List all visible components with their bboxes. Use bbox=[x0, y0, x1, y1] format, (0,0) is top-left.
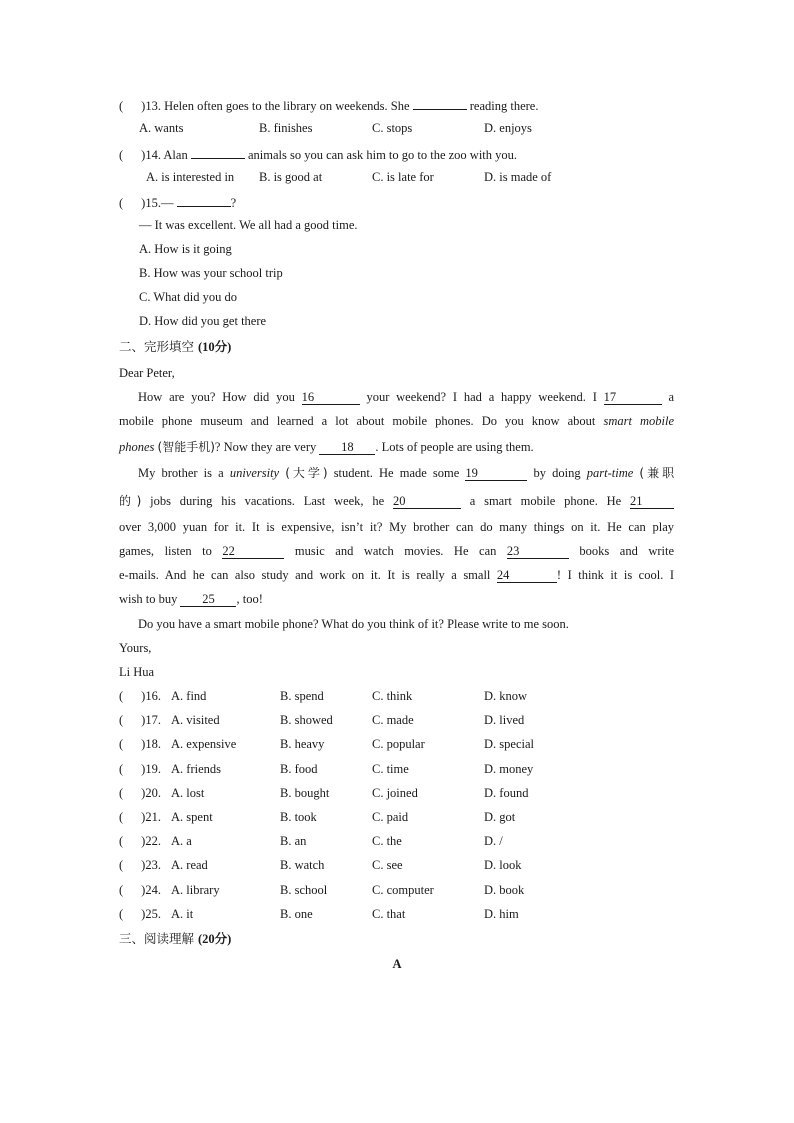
section-2-heading: 二、完形填空 (10分) bbox=[119, 339, 232, 354]
option-d[interactable]: D. look bbox=[484, 858, 522, 873]
option-d[interactable]: D. got bbox=[484, 810, 516, 824]
cloze-question-16: ( )16. bbox=[119, 689, 161, 703]
option-c[interactable]: C. the bbox=[372, 834, 402, 849]
option-c[interactable]: C. made bbox=[372, 713, 414, 728]
option-a[interactable]: A. How is it going bbox=[139, 242, 232, 256]
option-c[interactable]: C. think bbox=[372, 689, 413, 703]
option-a[interactable]: A. find bbox=[171, 689, 207, 703]
option-a[interactable]: A. a bbox=[171, 834, 192, 849]
letter-closing: Yours, bbox=[119, 641, 152, 655]
question-15-reply: — It was excellent. We all had a good time. bbox=[139, 218, 358, 232]
cloze-blank-23[interactable]: 23 bbox=[507, 544, 569, 559]
option-d[interactable]: D. money bbox=[484, 761, 534, 776]
cloze-question-24: ( )24. bbox=[119, 882, 161, 897]
option-d[interactable]: D. know bbox=[484, 689, 528, 703]
option-a[interactable]: A. expensive bbox=[171, 737, 237, 752]
option-b[interactable]: B. How was your school trip bbox=[139, 266, 283, 280]
letter-paragraph-2-line-6: wish to buy 25 , too! bbox=[119, 592, 263, 606]
cloze-blank-21[interactable]: 21 bbox=[630, 494, 674, 509]
option-d[interactable]: D. is made of bbox=[484, 170, 552, 184]
option-a[interactable]: A. wants bbox=[139, 121, 184, 135]
option-d[interactable]: D. How did you get there bbox=[139, 314, 267, 328]
cloze-blank-22[interactable]: 22 bbox=[222, 544, 284, 559]
cloze-question-18: ( )18. bbox=[119, 737, 161, 752]
option-b[interactable]: B. one bbox=[280, 906, 313, 921]
cloze-question-17: ( )17. bbox=[119, 713, 161, 728]
letter-signature: Li Hua bbox=[119, 665, 155, 679]
cloze-question-25: ( )25. bbox=[119, 906, 161, 921]
option-a[interactable]: A. library bbox=[171, 882, 220, 897]
option-d[interactable]: D. book bbox=[484, 882, 525, 897]
cloze-question-20: ( )20. bbox=[119, 785, 161, 800]
option-b[interactable]: B. showed bbox=[280, 713, 333, 728]
option-d[interactable]: D. him bbox=[484, 906, 519, 921]
option-d[interactable]: D. / bbox=[484, 834, 503, 849]
option-a[interactable]: A. spent bbox=[171, 810, 213, 824]
cloze-blank-20[interactable]: 20 bbox=[393, 494, 461, 509]
answer-blank[interactable] bbox=[191, 145, 245, 159]
option-d[interactable]: D. found bbox=[484, 785, 529, 800]
option-b[interactable]: B. food bbox=[280, 761, 318, 776]
letter-paragraph-2-line-5: e-mails. And he can also study and work on it. It is really a small 24 ! I think it is cool. I bbox=[119, 568, 674, 582]
cloze-blank-16[interactable]: 16 bbox=[302, 390, 360, 405]
letter-paragraph-2-line-1: My brother is a university (大学) student. He made some 19 by doing part-time (兼职 bbox=[138, 466, 675, 480]
question-15-stem: ( )15.— ? bbox=[119, 193, 236, 211]
letter-paragraph-2-line-3: over 3,000 yuan for it. It is expensive, isn’t it? My brother can do many things on it. He can play bbox=[119, 520, 674, 534]
cloze-blank-17[interactable]: 17 bbox=[604, 390, 662, 405]
letter-paragraph-1-line-2: mobile phone museum and learned a lot about mobile phones. Do you know about smart mobile bbox=[119, 414, 674, 428]
cloze-blank-25[interactable]: 25 bbox=[180, 592, 236, 607]
cloze-question-21: ( )21. bbox=[119, 810, 161, 824]
section-3-heading: 三、阅读理解 (20分) bbox=[119, 931, 232, 946]
letter-greeting: Dear Peter, bbox=[119, 366, 175, 380]
option-c[interactable]: C. joined bbox=[372, 785, 418, 800]
option-d[interactable]: D. lived bbox=[484, 713, 525, 728]
option-b[interactable]: B. an bbox=[280, 834, 307, 849]
option-c[interactable]: C. that bbox=[372, 906, 406, 921]
option-a[interactable]: A. visited bbox=[171, 713, 220, 728]
reading-part-label: A bbox=[392, 957, 402, 971]
cloze-question-23: ( )23. bbox=[119, 858, 161, 873]
answer-blank[interactable] bbox=[177, 193, 231, 207]
cloze-blank-19[interactable]: 19 bbox=[465, 466, 527, 481]
option-c[interactable]: C. see bbox=[372, 858, 403, 873]
option-b[interactable]: B. took bbox=[280, 810, 317, 824]
option-b[interactable]: B. school bbox=[280, 882, 328, 897]
option-c[interactable]: C. time bbox=[372, 761, 409, 776]
letter-paragraph-2-line-4: games, listen to 22 music and watch movies. He can 23 books and write bbox=[119, 544, 675, 558]
answer-blank[interactable] bbox=[413, 96, 467, 110]
option-c[interactable]: C. paid bbox=[372, 810, 409, 824]
cloze-question-22: ( )22. bbox=[119, 834, 161, 849]
letter-paragraph-2-line-2: 的) jobs during his vacations. Last week, he 20 a smart mobile phone. He 21 bbox=[119, 493, 674, 509]
letter-paragraph-3: Do you have a smart mobile phone? What do you think of it? Please write to me soon. bbox=[138, 617, 569, 631]
option-a[interactable]: A. is interested in bbox=[146, 170, 235, 184]
option-b[interactable]: B. bought bbox=[280, 785, 330, 800]
option-c[interactable]: C. What did you do bbox=[139, 290, 238, 304]
cloze-blank-24[interactable]: 24 bbox=[497, 568, 557, 583]
option-a[interactable]: A. read bbox=[171, 858, 208, 873]
option-a[interactable]: A. lost bbox=[171, 785, 205, 800]
option-c[interactable]: C. is late for bbox=[372, 170, 434, 184]
option-c[interactable]: C. stops bbox=[372, 121, 413, 135]
question-13-stem: ( )13. Helen often goes to the library on weekends. She reading there. bbox=[119, 96, 538, 114]
option-c[interactable]: C. computer bbox=[372, 882, 434, 897]
letter-paragraph-1-line-3: phones (智能手机)? Now they are very 18 . Lots of people are using them. bbox=[119, 440, 534, 454]
option-a[interactable]: A. friends bbox=[171, 761, 221, 776]
cloze-question-19: ( )19. bbox=[119, 761, 161, 776]
option-b[interactable]: B. heavy bbox=[280, 737, 325, 752]
option-a[interactable]: A. it bbox=[171, 906, 194, 921]
option-b[interactable]: B. is good at bbox=[259, 170, 323, 184]
option-b[interactable]: B. watch bbox=[280, 858, 325, 873]
option-d[interactable]: D. special bbox=[484, 737, 534, 752]
option-d[interactable]: D. enjoys bbox=[484, 121, 532, 135]
option-b[interactable]: B. spend bbox=[280, 689, 324, 703]
letter-paragraph-1-line-1: How are you? How did you 16 your weekend? I had a happy weekend. I 17 a bbox=[138, 390, 675, 404]
question-14-stem: ( )14. Alan animals so you can ask him to go to the zoo with you. bbox=[119, 145, 517, 163]
option-c[interactable]: C. popular bbox=[372, 737, 425, 752]
option-b[interactable]: B. finishes bbox=[259, 121, 313, 135]
cloze-blank-18[interactable]: 18 bbox=[319, 440, 375, 455]
